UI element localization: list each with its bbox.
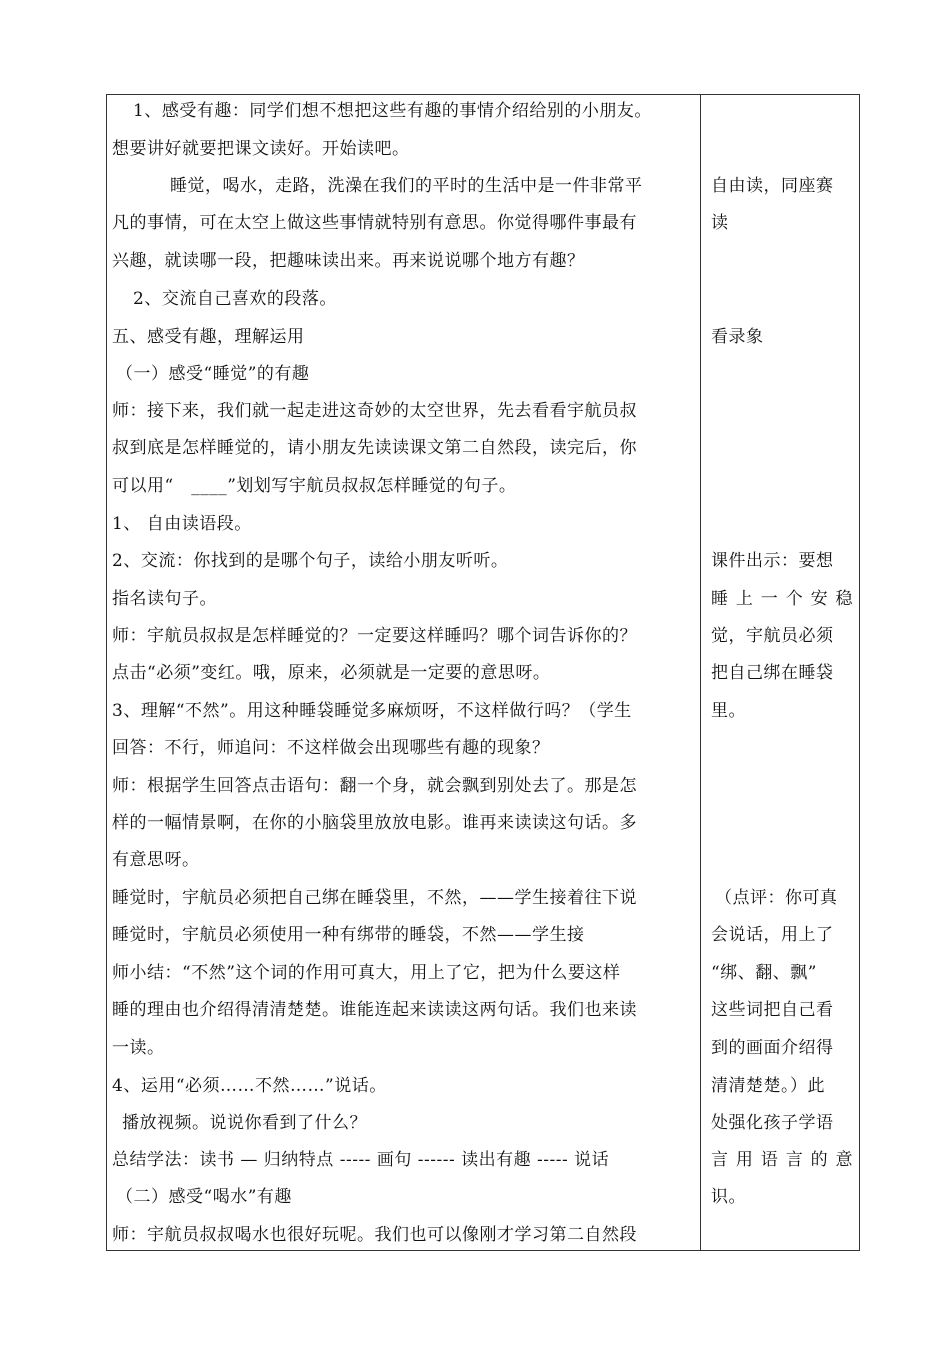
main-line: 2、交流自己喜欢的段落。 [133,289,337,309]
main-line: 师小结：“不然”这个词的作用可真大，用上了它，把为什么要这样 [112,963,621,983]
side-note-line: 到的画面介绍得 [711,1038,834,1058]
side-note-line: 自由读，同座赛 [711,176,834,196]
main-line: 回答：不行，师追问：不这样做会出现哪些有趣的现象？ [112,738,550,758]
side-note-line: 课件出示：要想 [711,551,834,571]
side-note-line: 里。 [711,701,746,721]
side-note-line: 读 [711,213,729,233]
main-line: 总结学法：读书 — 归纳特点 ----- 画句 ------ 读出有趣 ----- 说话 [112,1150,610,1170]
side-note-line: 会说话，用上了 [711,925,834,945]
main-line: 4、运用“必须……不然……”说话。 [112,1076,387,1096]
side-note-line: “绑、翻、飘” [711,963,817,983]
main-line: 播放视频。说说你看到了什么？ [122,1113,367,1133]
main-line: 3、理解“不然”。用这种睡袋睡觉多麻烦呀，不这样做行吗？（学生 [112,701,632,721]
main-line: 睡觉，喝水，走路，洗澡在我们的平时的生活中是一件非常平 [170,176,643,196]
main-line: 师：接下来，我们就一起走进这奇妙的太空世界，先去看看宇航员叔 [112,401,637,421]
side-note-line: 处强化孩子学语 [711,1113,834,1133]
main-line: 睡的理由也介绍得清清楚楚。谁能连起来读读这两句话。我们也来读 [112,1000,637,1020]
main-line: 睡觉时，宇航员必须把自己绑在睡袋里，不然，——学生接着往下说 [112,888,637,908]
main-line: 1、 自由读语段。 [112,514,252,534]
main-line: 睡觉时，宇航员必须使用一种有绑带的睡袋，不然——学生接 [112,925,585,945]
main-line: 一读。 [112,1038,165,1058]
side-note-line: 识。 [711,1187,746,1207]
side-note-line: 看录象 [711,327,764,347]
main-line: 师：宇航员叔叔是怎样睡觉的？一定要这样睡吗？哪个词告诉你的？ [112,626,637,646]
main-line: 凡的事情，可在太空上做这些事情就特别有意思。你觉得哪件事最有 [112,213,637,233]
side-note-line: 这些词把自己看 [711,1000,834,1020]
side-note-line: 言用语言的意 [711,1150,853,1170]
main-line: 叔到底是怎样睡觉的，请小朋友先读读课文第二自然段，读完后，你 [112,438,637,458]
main-line: 1、感受有趣：同学们想不想把这些有趣的事情介绍给别的小朋友。 [133,101,652,121]
main-line: 师：宇航员叔叔喝水也很好玩呢。我们也可以像刚才学习第二自然段 [112,1225,637,1245]
main-line: 师：根据学生回答点击语句：翻一个身，就会飘到别处去了。那是怎 [112,776,637,796]
section-heading: 五、感受有趣，理解运用 [112,327,305,347]
main-line: 想要讲好就要把课文读好。开始读吧。 [112,139,410,159]
main-line: 样的一幅情景啊，在你的小脑袋里放放电影。谁再来读读这句话。多 [112,813,637,833]
main-line: 2、交流：你找到的是哪个句子，读给小朋友听听。 [112,551,509,571]
main-line: 指名读句子。 [112,589,217,609]
side-note-line: 清清楚楚。）此 [711,1076,825,1096]
main-line: 兴趣，就读哪一段，把趣味读出来。再来说说哪个地方有趣？ [112,251,585,271]
subsection-heading: （一）感受“睡觉”的有趣 [116,364,310,384]
subsection-heading: （二）感受“喝水”有趣 [116,1187,292,1207]
main-line: 可以用“ ____”划划写宇航员叔叔怎样睡觉的句子。 [112,476,517,496]
side-note-line: 觉，宇航员必须 [711,626,834,646]
side-note-line: 把自己绑在睡袋 [711,663,834,683]
column-divider [700,94,701,1251]
side-note-line: 睡上一个安稳 [711,589,853,609]
main-line: 点击“必须”变红。哦，原来，必须就是一定要的意思呀。 [112,663,551,683]
side-note-line: （点评：你可真 [715,888,838,908]
main-line: 有意思呀。 [112,850,200,870]
